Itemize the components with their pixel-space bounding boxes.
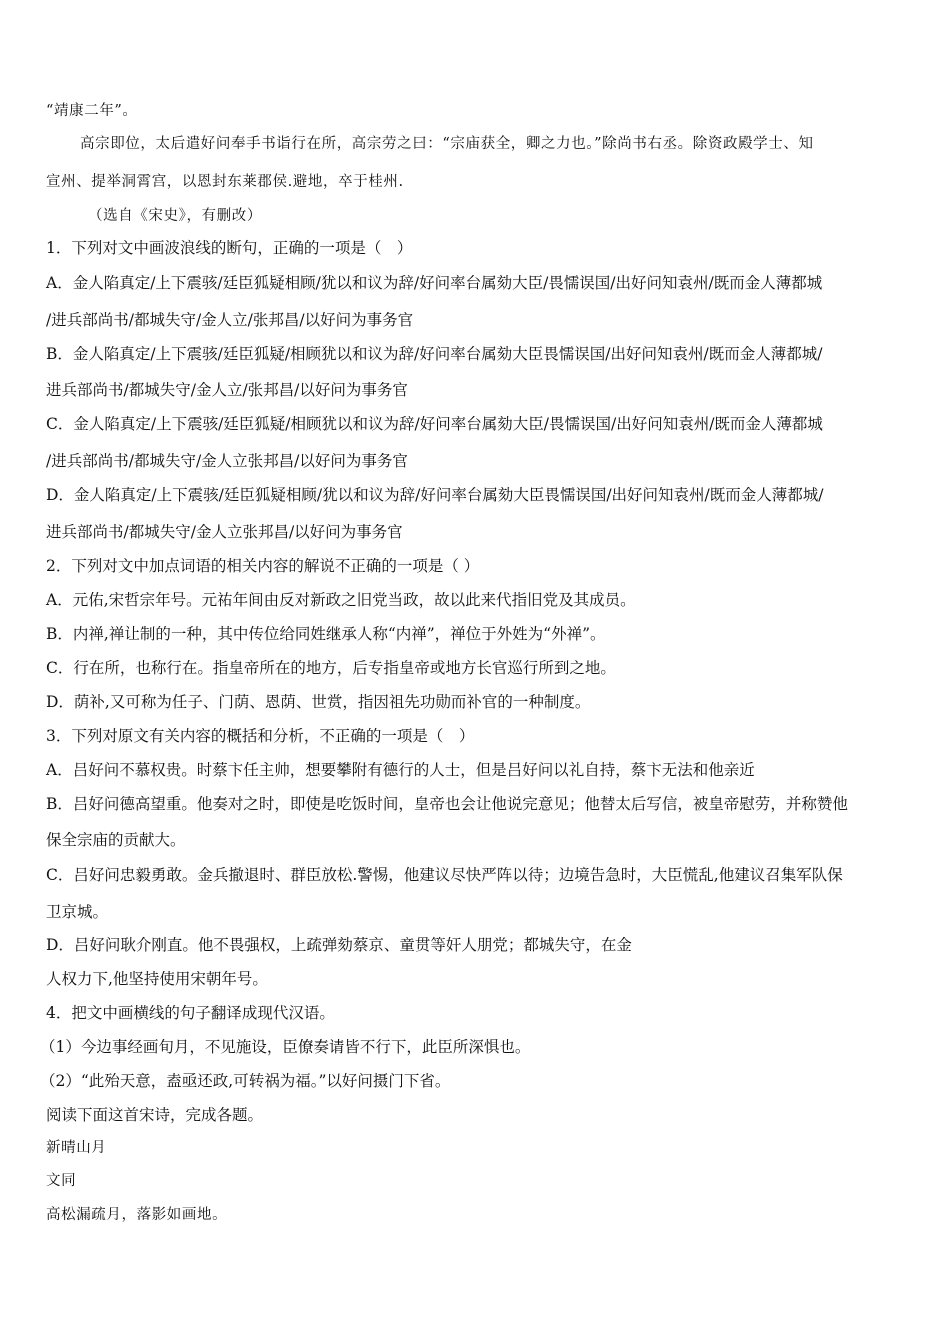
question-2-option-a: A．元佑,宋哲宗年号。元祐年间由反对新政之旧党当政，故以此来代指旧党及其成员。 [46,591,636,609]
question-1-option-c-line-2: /进兵部尚书/都城失守/金人立张邦昌/以好问为事务官 [46,452,408,470]
passage-source: （选自《宋史》，有删改） [88,208,262,224]
question-3-option-d-line-2: 人权力下,他坚持使用宋朝年号。 [46,970,268,988]
poem-author: 文同 [46,1173,77,1189]
question-2-option-b: B．内禅,禅让制的一种，其中传位给同姓继承人称“内禅”，禅位于外姓为“外禅”。 [46,625,606,643]
poem-title: 新晴山月 [46,1140,107,1156]
question-4-stem: 4．把文中画横线的句子翻译成现代汉语。 [46,1004,335,1022]
question-1-option-a-line-2: /进兵部尚书/都城失守/金人立/张邦昌/以好问为事务官 [46,311,414,329]
opening-line: “靖康二年”。 [46,103,138,119]
question-1-option-b-line-2: 进兵部尚书/都城失守/金人立/张邦昌/以好问为事务官 [46,381,408,399]
poem-line-1: 高松漏疏月，落影如画地。 [46,1207,228,1223]
passage-paragraph-line-2: 宣州、提举洞霄宫，以恩封东莱郡侯.避地，卒于桂州. [46,174,404,190]
question-3-option-b-line-1: B．吕好问德高望重。他奏对之时，即使是吃饭时间，皇帝也会让他说完意见；他替太后写信，被皇帝慰劳，并称赞他 [46,795,848,813]
question-1-option-d-line-1: D．金人陷真定/上下震骇/廷臣狐疑相顾/犹以和议为辞/好问率台属劾大臣畏懦误国/出好问知袁州/既而金人薄都城/ [46,486,824,504]
question-1-option-a-line-1: A．金人陷真定/上下震骇/廷臣狐疑相顾/犹以和议为辞/好问率台属劾大臣/畏懦误国/出好问知袁州/既而金人薄都城 [46,274,823,292]
question-1-option-d-line-2: 进兵部尚书/都城失守/金人立张邦昌/以好问为事务官 [46,523,403,541]
poem-instruction: 阅读下面这首宋诗，完成各题。 [46,1106,264,1124]
question-2-option-c: C．行在所，也称行在。指皇帝所在的地方，后专指皇帝或地方长官巡行所到之地。 [46,659,616,677]
question-1-stem: 1．下列对文中画波浪线的断句，正确的一项是（ ） [46,239,413,257]
question-3-stem: 3．下列对原文有关内容的概括和分析，不正确的一项是（ ） [46,727,475,745]
question-4-item-2: （2）“此殆天意，盍亟还政,可转祸为福。”以好问摄门下省。 [40,1072,451,1090]
question-3-option-c-line-2: 卫京城。 [46,903,109,921]
question-2-option-d: D．荫补,又可称为任子、门荫、恩荫、世赏，指因祖先功勋而补官的一种制度。 [46,693,591,711]
question-3-option-b-line-2: 保全宗庙的贡献大。 [46,831,186,849]
question-3-option-d-line-1: D．吕好问耿介刚直。他不畏强权，上疏弹劾蔡京、童贯等奸人朋党；都城失守，在金 [46,936,632,954]
question-3-option-c-line-1: C．吕好问忠毅勇敢。金兵撤退时、群臣放松.警惕，他建议尽快严阵以待；边境告急时，大臣慌乱,他建议召集军队保 [46,866,843,884]
passage-paragraph-line-1: 高宗即位，太后遣好问奉手书诣行在所，高宗劳之曰：“宗庙获全，卿之力也。”除尚书右丞。除资政殿学士、知 [80,136,814,152]
question-4-item-1: （1）今边事经画旬月，不见施设，臣僚奏请皆不行下，此臣所深惧也。 [40,1038,531,1056]
question-2-stem: 2．下列对文中加点词语的相关内容的解说不正确的一项是（ ） [46,557,480,575]
question-1-option-b-line-1: B．金人陷真定/上下震骇/廷臣狐疑/相顾犹以和议为辞/好问率台属劾大臣畏懦误国/出好问知袁州/既而金人薄都城/ [46,345,823,363]
question-1-option-c-line-1: C．金人陷真定/上下震骇/廷臣狐疑/相顾犹以和议为辞/好问率台属劾大臣/畏懦误国/出好问知袁州/既而金人薄都城 [46,415,823,433]
question-3-option-a-line-1: A．吕好问不慕权贵。时蔡卞任主帅，想要攀附有德行的人士，但是吕好问以礼自持，蔡卞无法和他亲近 [46,761,755,779]
